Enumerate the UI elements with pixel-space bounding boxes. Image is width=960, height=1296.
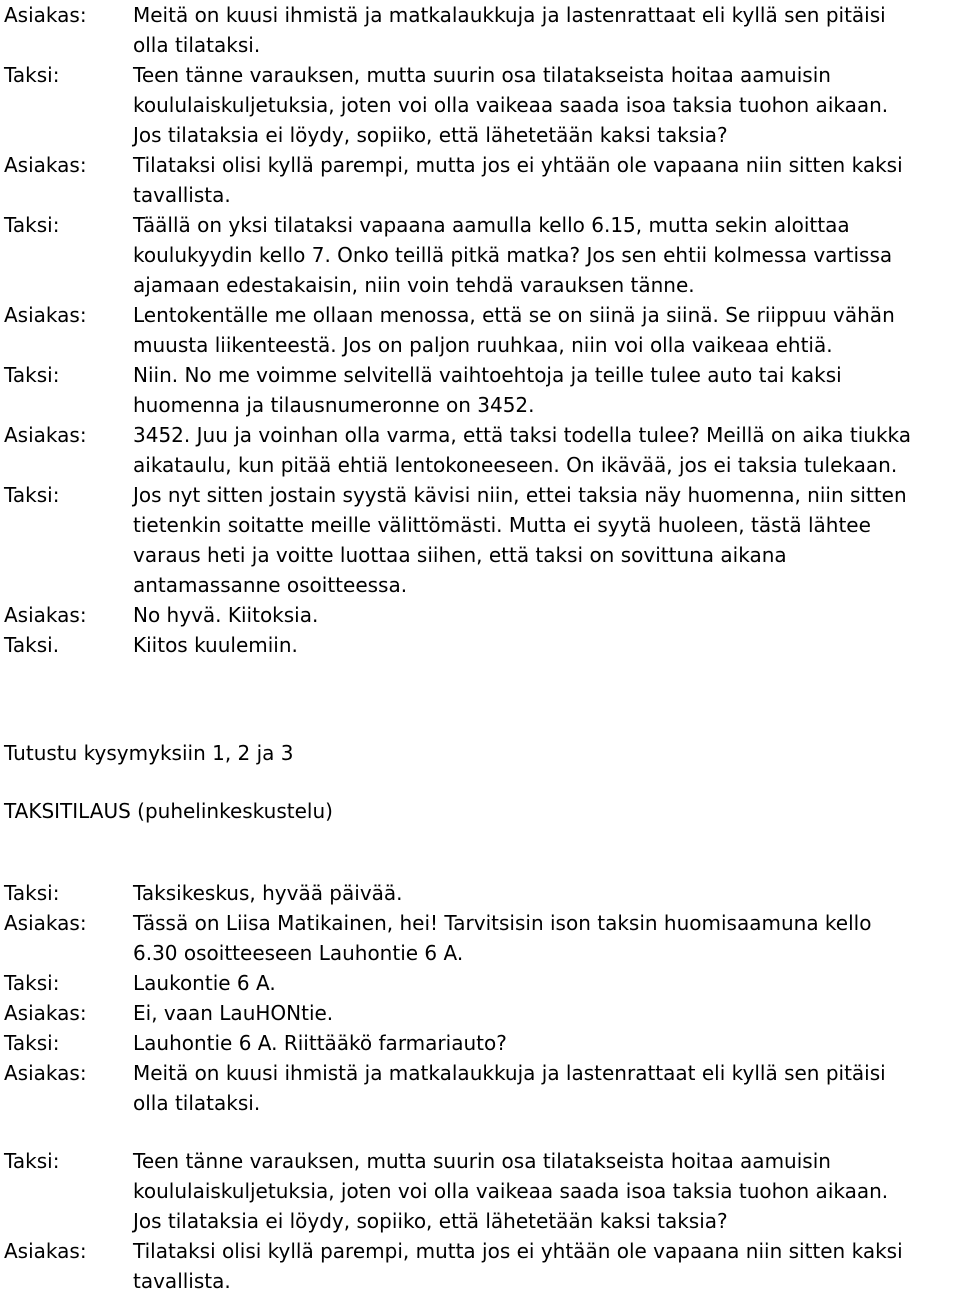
dialogue-turn (4, 420, 956, 480)
utterance-line: olla tilataksi. (133, 33, 261, 57)
dialogue-turn (4, 1236, 956, 1296)
dialogue-turn (4, 1058, 956, 1118)
utterance (133, 0, 956, 60)
utterance (133, 150, 956, 210)
utterance-line: Tilataksi olisi kyllä parempi, mutta jos ei yhtään ole vapaana niin sitten kaksi (133, 153, 903, 177)
speaker-label: Taksi: (4, 363, 60, 387)
utterance-line: Jos nyt sitten jostain syystä kävisi niin, ettei taksia näy huomenna, niin sitten (133, 483, 907, 507)
utterance (133, 420, 956, 480)
utterance-line: Lauhontie 6 A. Riittääkö farmariauto? (133, 1031, 507, 1055)
utterance-line: huomenna ja tilausnumeronne on 3452. (133, 393, 535, 417)
utterance-line: tavallista. (133, 183, 231, 207)
utterance-line: tietenkin soitatte meille välittömästi. Mutta ei syytä huoleen, tästä lähtee (133, 513, 871, 537)
utterance-line: Ei, vaan LauHONtie. (133, 1001, 334, 1025)
dialogue-turn (4, 360, 956, 420)
utterance (133, 1146, 956, 1236)
dialogue-transcript-top (4, 0, 956, 660)
utterance (133, 210, 956, 300)
utterance-line: varaus heti ja voitte luottaa siihen, että taksi on sovittuna aikana (133, 543, 787, 567)
utterance-line: Tilataksi olisi kyllä parempi, mutta jos ei yhtään ole vapaana niin sitten kaksi (133, 1239, 903, 1263)
utterance-line: 3452. Juu ja voinhan olla varma, että taksi todella tulee? Meillä on aika tiukka (133, 423, 912, 447)
speaker-label: Asiakas: (4, 3, 87, 27)
dialogue-turn (4, 908, 956, 968)
utterance-line: Kiitos kuulemiin. (133, 633, 298, 657)
dialogue-turn (4, 630, 956, 660)
utterance-line: aikataulu, kun pitää ehtiä lentokoneeseen. On ikävää, jos ei taksia tulekaan. (133, 453, 898, 477)
utterance (133, 878, 956, 908)
dialogue-turn (4, 968, 956, 998)
dialogue-turn (4, 1028, 956, 1058)
utterance-line: antamassanne osoitteessa. (133, 573, 408, 597)
utterance (133, 300, 956, 360)
utterance-line: olla tilataksi. (133, 1091, 261, 1115)
utterance-line: 6.30 osoitteeseen Lauhontie 6 A. (133, 941, 464, 965)
utterance-line: Meitä on kuusi ihmistä ja matkalaukkuja ja lastenrattaat eli kyllä sen pitäisi (133, 1061, 886, 1085)
speaker-label: Asiakas: (4, 1239, 87, 1263)
dialogue-turn (4, 150, 956, 210)
utterance-line: muusta liikenteestä. Jos on paljon ruuhkaa, niin voi olla vaikeaa ehtiä. (133, 333, 833, 357)
dialogue-turn (4, 600, 956, 630)
utterance-line: koululaiskuljetuksia, joten voi olla vaikeaa saada isoa taksia tuohon aikaan. (133, 93, 889, 117)
utterance (133, 998, 956, 1028)
utterance (133, 1236, 956, 1296)
utterance-line: Tässä on Liisa Matikainen, hei! Tarvitsisin ison taksin huomisaamuna kello (133, 911, 872, 935)
utterance-line: Taksikeskus, hyvää päivää. (133, 881, 403, 905)
utterance (133, 480, 956, 600)
utterance (133, 60, 956, 150)
utterance-line: Teen tänne varauksen, mutta suurin osa tilatakseista hoitaa aamuisin (133, 1149, 831, 1173)
utterance-line: Täällä on yksi tilataksi vapaana aamulla kello 6.15, mutta sekin aloittaa (133, 213, 850, 237)
speaker-label: Asiakas: (4, 153, 87, 177)
instruction-text: Tutustu kysymyksiin 1, 2 ja 3 (4, 741, 294, 765)
section-title: TAKSITILAUS (puhelinkeskustelu) (4, 799, 333, 823)
speaker-label: Taksi: (4, 1149, 60, 1173)
utterance-line: Teen tänne varauksen, mutta suurin osa tilatakseista hoitaa aamuisin (133, 63, 831, 87)
speaker-label: Taksi: (4, 881, 60, 905)
utterance (133, 1058, 956, 1118)
dialogue-turn (4, 878, 956, 908)
utterance (133, 600, 956, 630)
speaker-label: Asiakas: (4, 1061, 87, 1085)
utterance-line: Lentokentälle me ollaan menossa, että se on siinä ja siinä. Se riippuu vähän (133, 303, 895, 327)
speaker-label: Asiakas: (4, 423, 87, 447)
speaker-label: Taksi: (4, 483, 60, 507)
utterance (133, 908, 956, 968)
speaker-label: Asiakas: (4, 603, 87, 627)
dialogue-turn (4, 60, 956, 150)
dialogue-turn (4, 0, 956, 60)
dialogue-turn (4, 210, 956, 300)
utterance-line: koulukyydin kello 7. Onko teillä pitkä matka? Jos sen ehtii kolmessa vartissa (133, 243, 893, 267)
speaker-label: Taksi: (4, 213, 60, 237)
utterance-line: Meitä on kuusi ihmistä ja matkalaukkuja ja lastenrattaat eli kyllä sen pitäisi (133, 3, 886, 27)
speaker-label: Taksi: (4, 63, 60, 87)
utterance (133, 1028, 956, 1058)
utterance (133, 968, 956, 998)
dialogue-transcript-bottom (4, 878, 956, 1296)
speaker-label: Taksi. (4, 633, 60, 657)
dialogue-turn (4, 300, 956, 360)
utterance-line: Jos tilataksia ei löydy, sopiiko, että lähetetään kaksi taksia? (133, 1209, 728, 1233)
speaker-label: Taksi: (4, 1031, 60, 1055)
speaker-label: Asiakas: (4, 1001, 87, 1025)
utterance-line: Jos tilataksia ei löydy, sopiiko, että lähetetään kaksi taksia? (133, 123, 728, 147)
speaker-label: Asiakas: (4, 911, 87, 935)
utterance-line: Laukontie 6 A. (133, 971, 276, 995)
utterance-line: koululaiskuljetuksia, joten voi olla vaikeaa saada isoa taksia tuohon aikaan. (133, 1179, 889, 1203)
speaker-label: Asiakas: (4, 303, 87, 327)
dialogue-turn (4, 480, 956, 600)
utterance (133, 360, 956, 420)
speaker-label: Taksi: (4, 971, 60, 995)
utterance-line: tavallista. (133, 1269, 231, 1293)
dialogue-turn (4, 998, 956, 1028)
utterance-line: Niin. No me voimme selvitellä vaihtoehtoja ja teille tulee auto tai kaksi (133, 363, 842, 387)
utterance (133, 630, 956, 660)
utterance-line: ajamaan edestakaisin, niin voin tehdä varauksen tänne. (133, 273, 695, 297)
dialogue-turn (4, 1146, 956, 1236)
utterance-line: No hyvä. Kiitoksia. (133, 603, 319, 627)
